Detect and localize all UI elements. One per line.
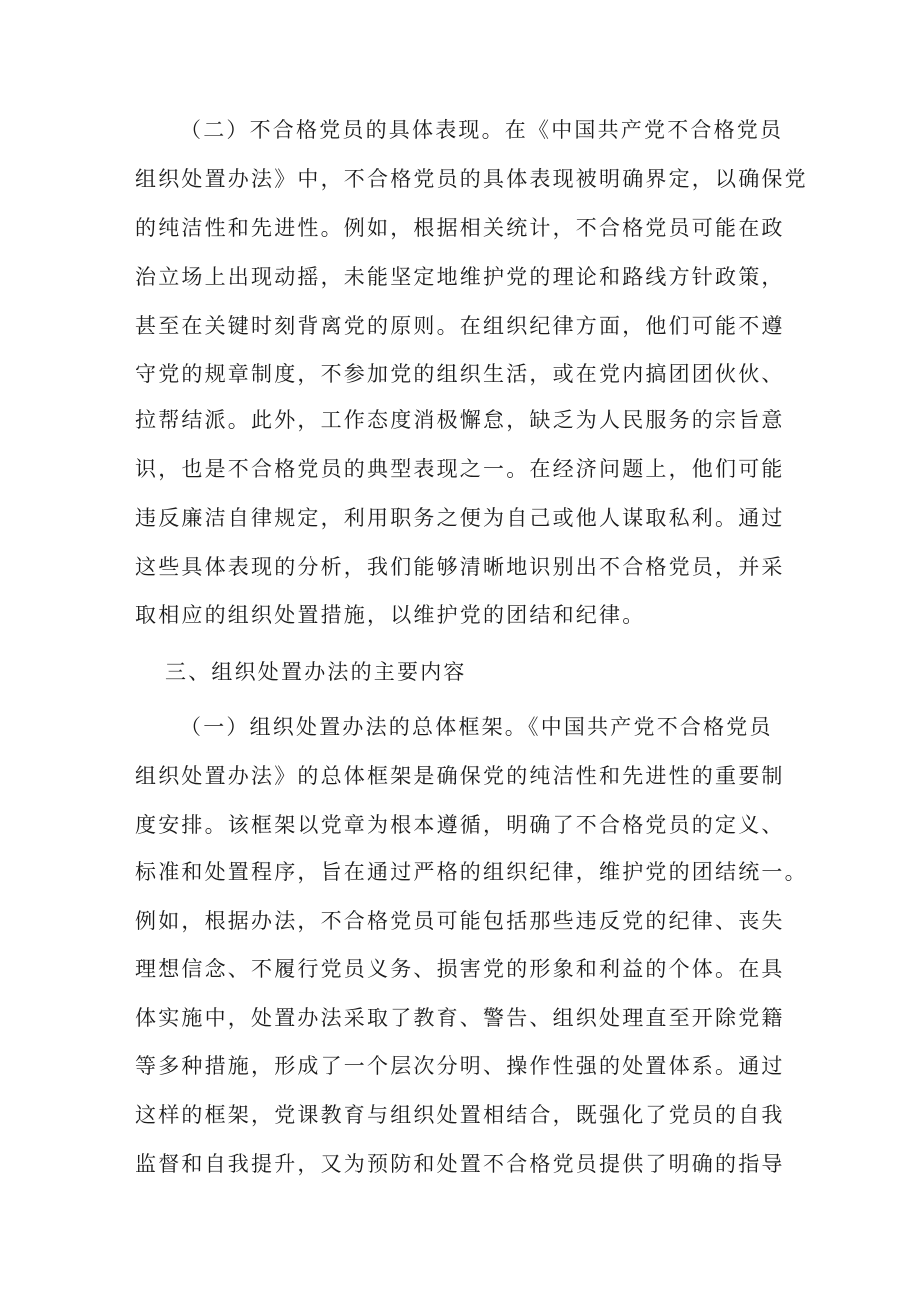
paragraph-2-line: 标准和处置程序，旨在通过严格的组织纪律，维护党的团结统一。 xyxy=(135,860,808,884)
paragraph-1-line: 治立场上出现动摇，未能坚定地维护党的理论和路线方针政策， xyxy=(135,265,785,289)
paragraph-2-line: 体实施中，处置办法采取了教育、警告、组织处理直至开除党籍 xyxy=(135,1006,785,1030)
paragraph-1-line: （二）不合格党员的具体表现。在《中国共产党不合格党员 xyxy=(180,118,784,142)
paragraph-1-line: 这些具体表现的分析，我们能够清晰地识别出不合格党员，并采 xyxy=(135,555,785,579)
paragraph-1-line: 组织处置办法》中，不合格党员的具体表现被明确界定，以确保党 xyxy=(135,167,808,191)
paragraph-2-line: 例如，根据办法，不合格党员可能包括那些违反党的纪律、丧失 xyxy=(135,909,785,933)
paragraph-2-line: （一）组织处置办法的总体框架。《中国共产党不合格党员 xyxy=(180,715,773,739)
paragraph-1-line: 违反廉洁自律规定，利用职务之便为自己或他人谋取私利。通过 xyxy=(135,506,785,530)
paragraph-2-line: 度安排。该框架以党章为根本遵循，明确了不合格党员的定义、 xyxy=(135,813,785,837)
section-heading: 三、组织处置办法的主要内容 xyxy=(165,660,467,684)
paragraph-1-line: 守党的规章制度，不参加党的组织生活，或在党内搞团团伙伙、 xyxy=(135,362,785,386)
paragraph-1-line: 识，也是不合格党员的典型表现之一。在经济问题上，他们可能 xyxy=(135,457,785,481)
paragraph-1-line: 甚至在关键时刻背离党的原则。在组织纪律方面，他们可能不遵 xyxy=(135,314,785,338)
paragraph-2-line: 等多种措施，形成了一个层次分明、操作性强的处置体系。通过 xyxy=(135,1054,785,1078)
paragraph-2-line: 这样的框架，党课教育与组织处置相结合，既强化了党员的自我 xyxy=(135,1103,785,1127)
paragraph-2-line: 理想信念、不履行党员义务、损害党的形象和利益的个体。在具 xyxy=(135,957,785,981)
paragraph-2-line: 监督和自我提升，又为预防和处置不合格党员提供了明确的指导 xyxy=(135,1152,785,1176)
paragraph-1-line: 拉帮结派。此外，工作态度消极懈怠，缺乏为人民服务的宗旨意 xyxy=(135,408,785,432)
paragraph-1-line: 取相应的组织处置措施，以维护党的团结和纪律。 xyxy=(135,603,646,627)
paragraph-2-line: 组织处置办法》的总体框架是确保党的纯洁性和先进性的重要制 xyxy=(135,764,785,788)
paragraph-1-line: 的纯洁性和先进性。例如，根据相关统计，不合格党员可能在政 xyxy=(135,216,785,240)
